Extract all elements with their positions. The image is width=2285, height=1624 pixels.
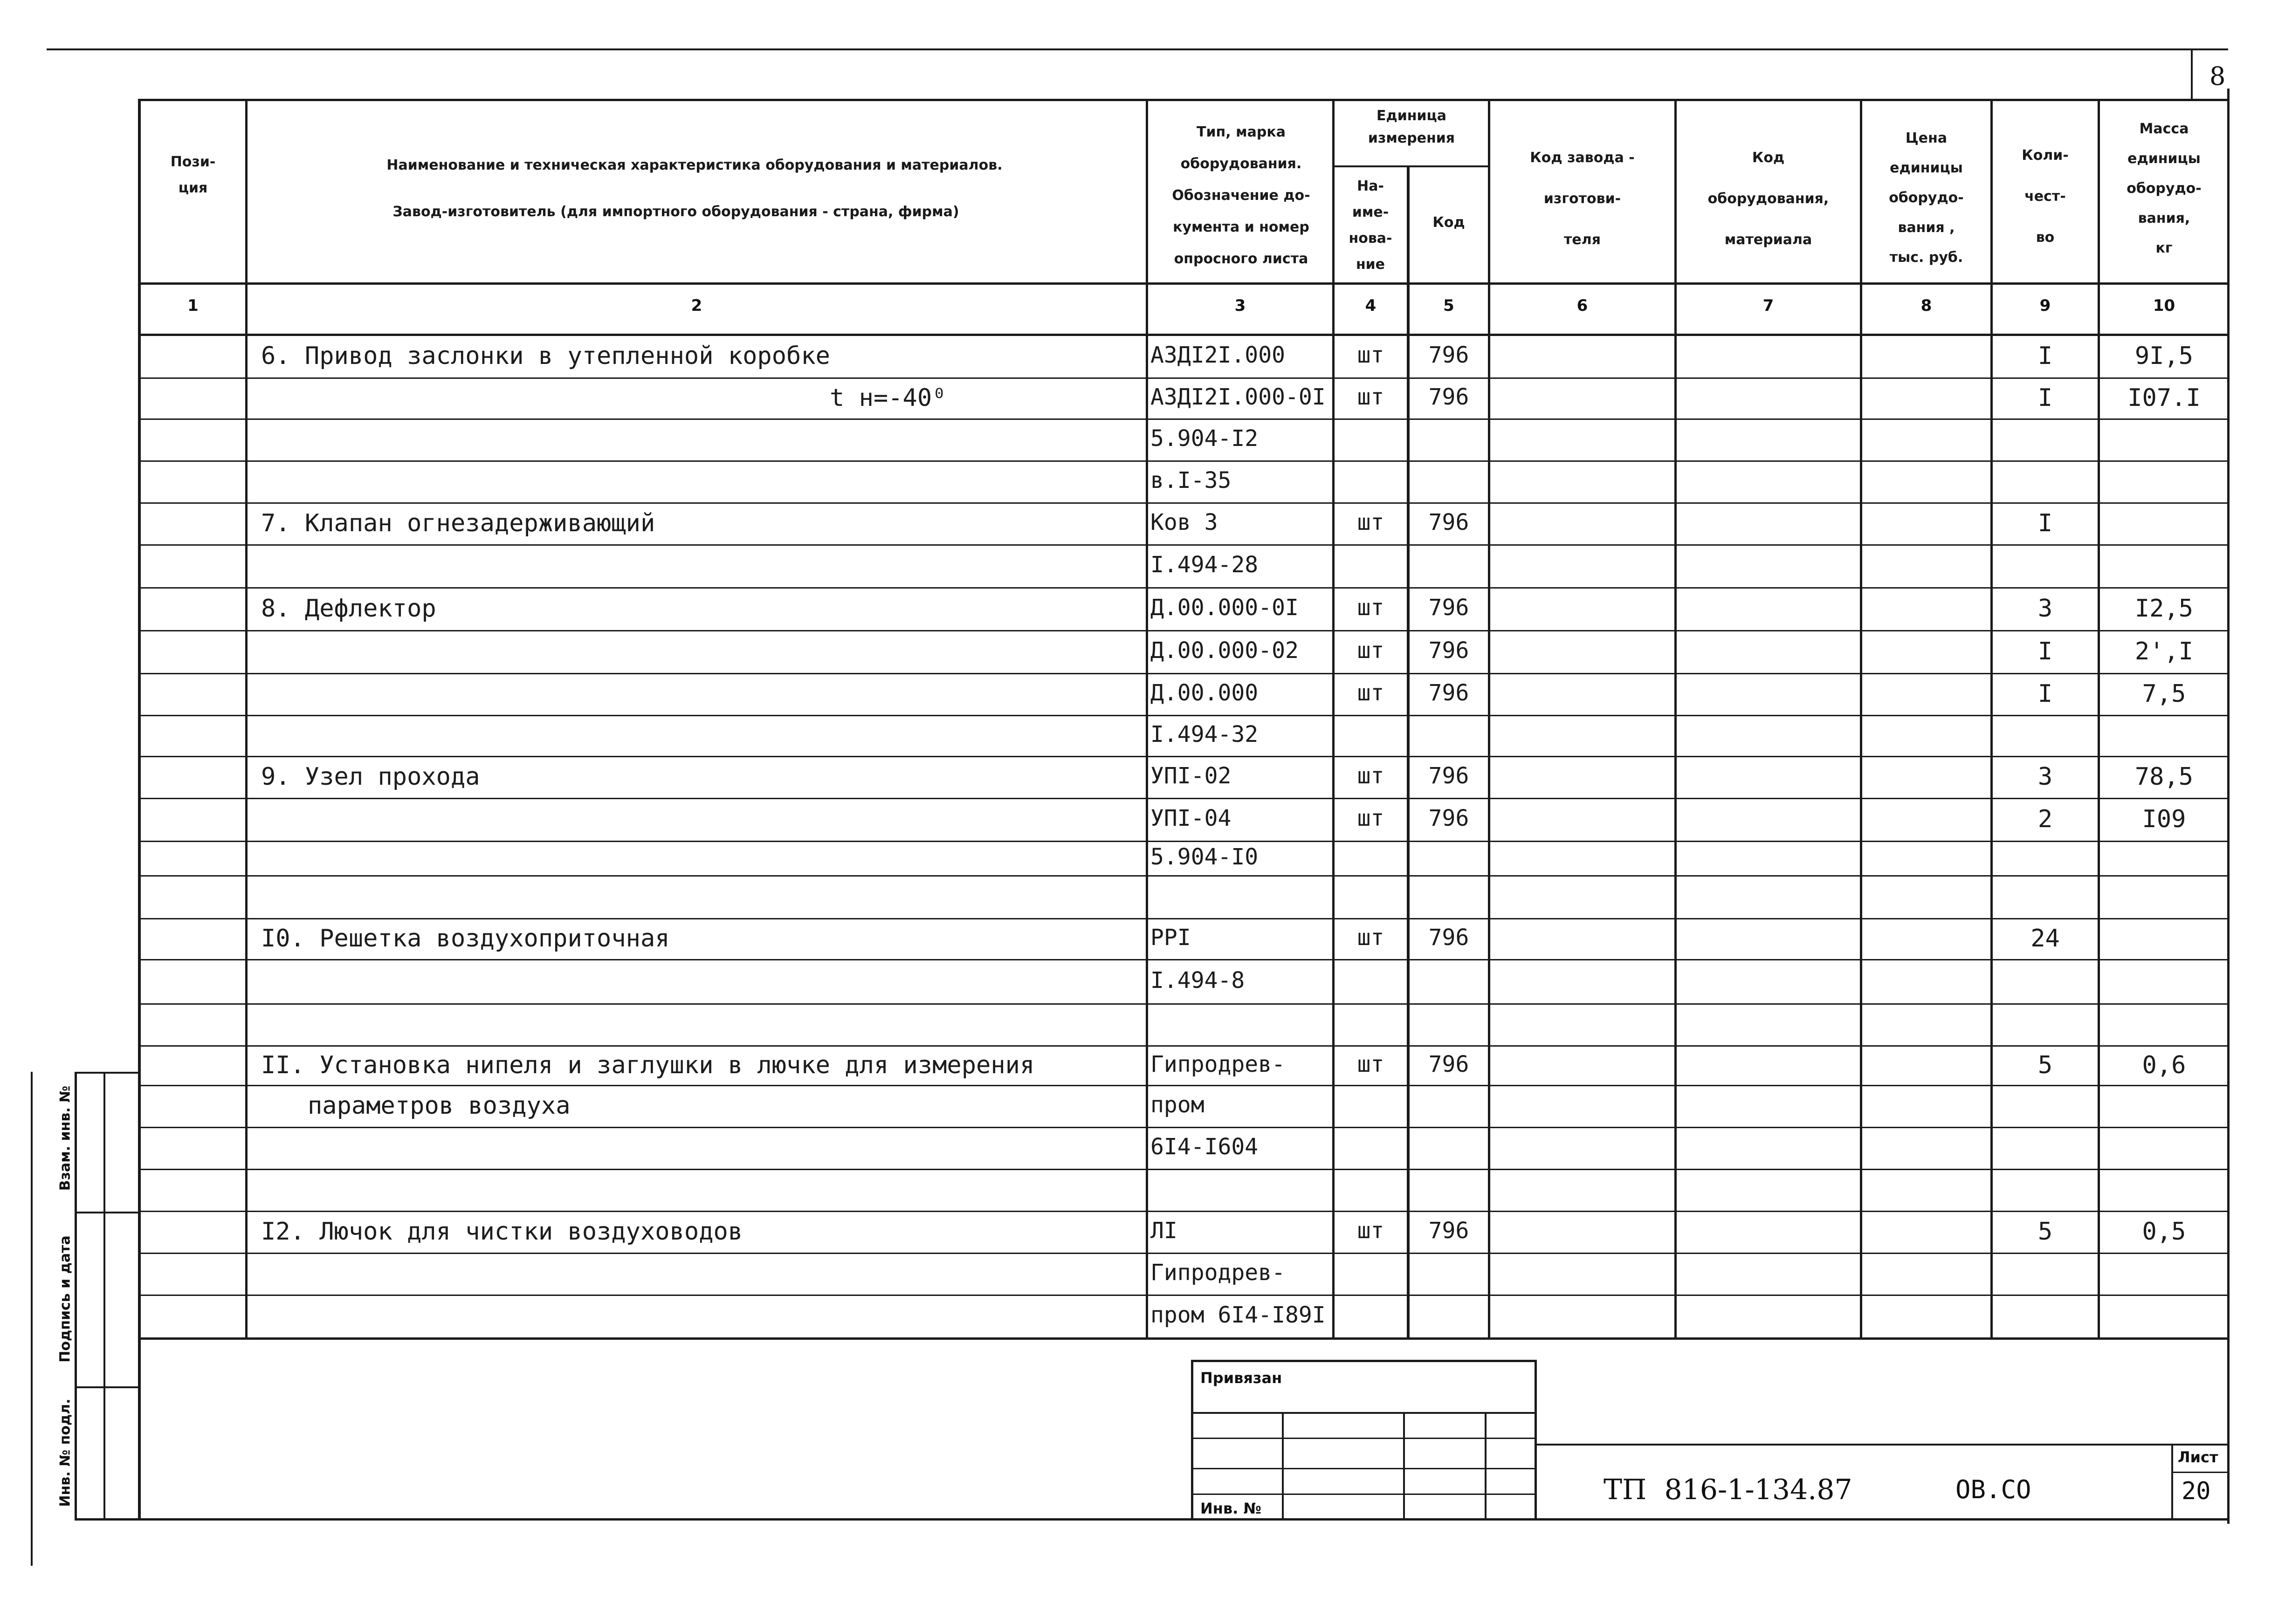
header-col10: Масса единицы оборудо- вания, кг	[2127, 121, 2202, 256]
cell-type: Д.00.000-0I	[1150, 595, 1299, 621]
cell-type: Д.00.000	[1150, 680, 1259, 706]
header-col1: Пози- ция	[170, 154, 216, 196]
vline-c5	[1407, 165, 1410, 1339]
row-rule	[141, 502, 2228, 504]
cell-qty: I	[2037, 637, 2053, 665]
stamp-row2	[1191, 1438, 1536, 1439]
cell-code: 796	[1428, 680, 1469, 706]
cell-type: в.I-35	[1150, 467, 1232, 493]
row-rule	[141, 1211, 2228, 1212]
row-rule	[141, 1253, 2228, 1254]
stamp-right-top	[1537, 1444, 2229, 1446]
row-rule	[141, 918, 2228, 919]
cell-name: t н=-40⁰	[830, 384, 947, 412]
colnum-9: 9	[2039, 296, 2051, 315]
cell-unit: шт	[1357, 342, 1384, 368]
sheet-code: ОВ.СО	[1955, 1475, 2031, 1504]
cell-type: УПI-04	[1150, 805, 1232, 831]
row-rule	[141, 875, 2228, 877]
cell-type: АЗДI2I.000-0I	[1150, 384, 1326, 410]
stamp-inv: Инв. №	[1200, 1500, 1261, 1517]
header-bottom	[138, 282, 2228, 285]
cell-code: 796	[1428, 763, 1469, 789]
cell-type: Гипродрев-	[1150, 1051, 1285, 1077]
cell-code: 796	[1428, 805, 1469, 831]
cell-type: Гипродрев-	[1150, 1260, 1285, 1286]
numbers-bottom	[138, 334, 2228, 336]
unit-subheader-rule	[1332, 165, 1490, 167]
cell-code: 796	[1428, 384, 1469, 410]
colnum-2: 2	[691, 296, 702, 315]
vline-c4	[1332, 99, 1335, 1339]
cell-unit: шт	[1357, 925, 1384, 951]
corner-tick	[2191, 48, 2193, 100]
vline-c8	[1860, 99, 1862, 1339]
cell-qty: I	[2037, 342, 2053, 370]
cell-mass: 0,6	[2142, 1051, 2186, 1079]
colnum-8: 8	[1920, 296, 1932, 315]
header-col2: Наименование и техническая характеристика оборудования и материалов. Завод-изготовитель (для импортного оборудования - страна, фирма)	[386, 157, 1003, 220]
cell-name: II. Установка нипеля и заглушки в лючке для измерения	[261, 1051, 1035, 1079]
row-rule	[141, 1127, 2228, 1128]
colnum-3: 3	[1234, 296, 1246, 315]
sheet-box-mid	[2171, 1472, 2229, 1473]
cell-type: пром	[1150, 1092, 1204, 1118]
cell-name: 7. Клапан огнезадерживающий	[261, 509, 655, 537]
top-rule	[47, 48, 2228, 50]
cell-type: 6I4-I604	[1150, 1134, 1259, 1160]
cell-qty: I	[2037, 509, 2053, 537]
doc-code: ТП 816-1-134.87	[1604, 1473, 1852, 1506]
cell-type: I.494-32	[1150, 721, 1259, 747]
row-rule	[141, 715, 2228, 716]
stamp-row1	[1191, 1412, 1536, 1414]
row-rule	[141, 1337, 2228, 1339]
side-label-vzam: Взам. инв. №	[57, 1085, 74, 1191]
cell-unit: шт	[1357, 680, 1384, 706]
row-rule	[141, 673, 2228, 674]
sheet-label: Лист	[2178, 1448, 2218, 1466]
row-rule	[141, 1085, 2228, 1086]
colnum-6: 6	[1576, 296, 1588, 315]
stamp-box-top	[1191, 1360, 1536, 1362]
header-col8: Цена единицы оборудо- вания , тыс. руб.	[1889, 130, 1964, 266]
row-rule	[141, 544, 2228, 546]
header-col9: Коли- чест- во	[2022, 147, 2069, 246]
row-rule	[141, 418, 2228, 420]
corner-mark: 8	[2209, 62, 2226, 91]
row-rule	[141, 756, 2228, 757]
cell-type: PPI	[1150, 925, 1191, 951]
cell-qty: 3	[2037, 763, 2053, 791]
cell-type: пром 6I4-I89I	[1150, 1302, 1326, 1328]
row-rule	[141, 1295, 2228, 1296]
cell-mass: 9I,5	[2134, 342, 2194, 370]
cell-type: ЛI	[1150, 1218, 1177, 1244]
side-box-div2	[75, 1386, 140, 1388]
vline-c2	[245, 99, 248, 1339]
vline-c10	[2098, 99, 2100, 1339]
cell-qty: 24	[2030, 925, 2060, 952]
cell-name: 8. Дефлектор	[261, 595, 436, 623]
cell-type: УПI-02	[1150, 763, 1232, 789]
cell-mass: 0,5	[2142, 1218, 2186, 1246]
cell-unit: шт	[1357, 509, 1384, 535]
vline-c3	[1146, 99, 1148, 1339]
vline-c7	[1674, 99, 1677, 1339]
header-col3: Тип, марка оборудования. Обозначение до- кумента и номер опросного листа	[1172, 124, 1310, 267]
cell-code: 796	[1428, 1051, 1469, 1077]
row-rule	[141, 630, 2228, 631]
cell-mass: I09	[2142, 805, 2186, 833]
cell-qty: I	[2037, 680, 2053, 708]
cell-code: 796	[1428, 342, 1469, 368]
cell-unit: шт	[1357, 805, 1384, 831]
header-col5: Код	[1432, 214, 1465, 231]
left-page-rule	[31, 1072, 33, 1566]
cell-mass: 2',I	[2134, 637, 2194, 665]
stamp-box-right	[1535, 1360, 1537, 1520]
cell-code: 796	[1428, 925, 1469, 951]
cell-code: 796	[1428, 637, 1469, 664]
side-label-podpis: Подпись и дата	[57, 1235, 74, 1363]
side-box-mid	[103, 1072, 105, 1520]
cell-type: I.494-8	[1150, 967, 1245, 994]
side-box-left	[75, 1072, 77, 1520]
cell-unit: шт	[1357, 384, 1384, 410]
cell-qty: 2	[2037, 805, 2053, 833]
row-rule	[141, 959, 2228, 960]
colnum-5: 5	[1443, 296, 1454, 315]
cell-unit: шт	[1357, 637, 1384, 664]
row-rule	[141, 460, 2228, 462]
cell-qty: I	[2037, 384, 2053, 412]
cell-mass: I07.I	[2127, 384, 2201, 412]
cell-unit: шт	[1357, 1218, 1384, 1244]
sheet-box-left	[2171, 1444, 2173, 1520]
row-rule	[141, 841, 2228, 842]
header-unit-group: Единица измерения	[1368, 108, 1455, 146]
colnum-4: 4	[1365, 296, 1377, 315]
stamp-vcol2	[1403, 1412, 1405, 1520]
cell-unit: шт	[1357, 763, 1384, 789]
row-rule	[141, 1169, 2228, 1170]
page-bottom	[75, 1518, 2228, 1521]
header-col6: Код завода - изготови- теля	[1530, 150, 1635, 248]
stamp-row4	[1191, 1494, 1536, 1495]
header-col4: На- име- нова- ние	[1349, 178, 1392, 273]
row-rule	[141, 377, 2228, 379]
stamp-privyazan: Привязан	[1200, 1369, 1282, 1387]
colnum-1: 1	[187, 296, 199, 315]
cell-name: I0. Решетка воздухоприточная	[261, 925, 670, 952]
cell-type: 5.904-I2	[1150, 425, 1259, 452]
header-top	[138, 99, 2228, 101]
row-rule	[141, 798, 2228, 799]
cell-type: 5.904-I0	[1150, 844, 1259, 870]
cell-type: АЗДI2I.000	[1150, 342, 1285, 368]
colnum-10: 10	[2153, 296, 2175, 315]
cell-code: 796	[1428, 595, 1469, 621]
row-rule	[141, 1045, 2228, 1047]
cell-type: Ков 3	[1150, 509, 1218, 535]
cell-name: 6. Привод заслонки в утепленной коробке	[261, 342, 830, 370]
side-label-inv: Инв. № подл.	[57, 1398, 74, 1507]
cell-mass: 78,5	[2134, 763, 2194, 791]
row-rule	[141, 1003, 2228, 1005]
stamp-row3	[1191, 1468, 1536, 1469]
stamp-vcol3	[1485, 1412, 1487, 1520]
side-box-top	[75, 1072, 140, 1074]
sheet-number: 20	[2182, 1477, 2211, 1505]
colnum-7: 7	[1762, 296, 1774, 315]
cell-qty: 5	[2037, 1218, 2053, 1246]
cell-name: 9. Узел прохода	[261, 763, 480, 791]
cell-unit: шт	[1357, 1051, 1384, 1077]
cell-mass: I2,5	[2134, 595, 2194, 623]
row-rule	[141, 587, 2228, 589]
vline-c6	[1488, 99, 1490, 1339]
cell-code: 796	[1428, 1218, 1469, 1244]
cell-name: параметров воздуха	[308, 1092, 571, 1120]
cell-type: Д.00.000-02	[1150, 637, 1299, 664]
vline-c9	[1990, 99, 1993, 1339]
side-box-div1	[75, 1212, 140, 1213]
stamp-box-left	[1191, 1360, 1193, 1520]
cell-mass: 7,5	[2142, 680, 2186, 708]
cell-qty: 3	[2037, 595, 2053, 623]
cell-type: I.494-28	[1150, 552, 1259, 578]
cell-name: I2. Лючок для чистки воздуховодов	[261, 1218, 743, 1246]
stamp-vcol1	[1282, 1412, 1284, 1520]
cell-code: 796	[1428, 509, 1469, 535]
cell-qty: 5	[2037, 1051, 2053, 1079]
header-col7: Код оборудования, материала	[1707, 150, 1829, 248]
cell-unit: шт	[1357, 595, 1384, 621]
